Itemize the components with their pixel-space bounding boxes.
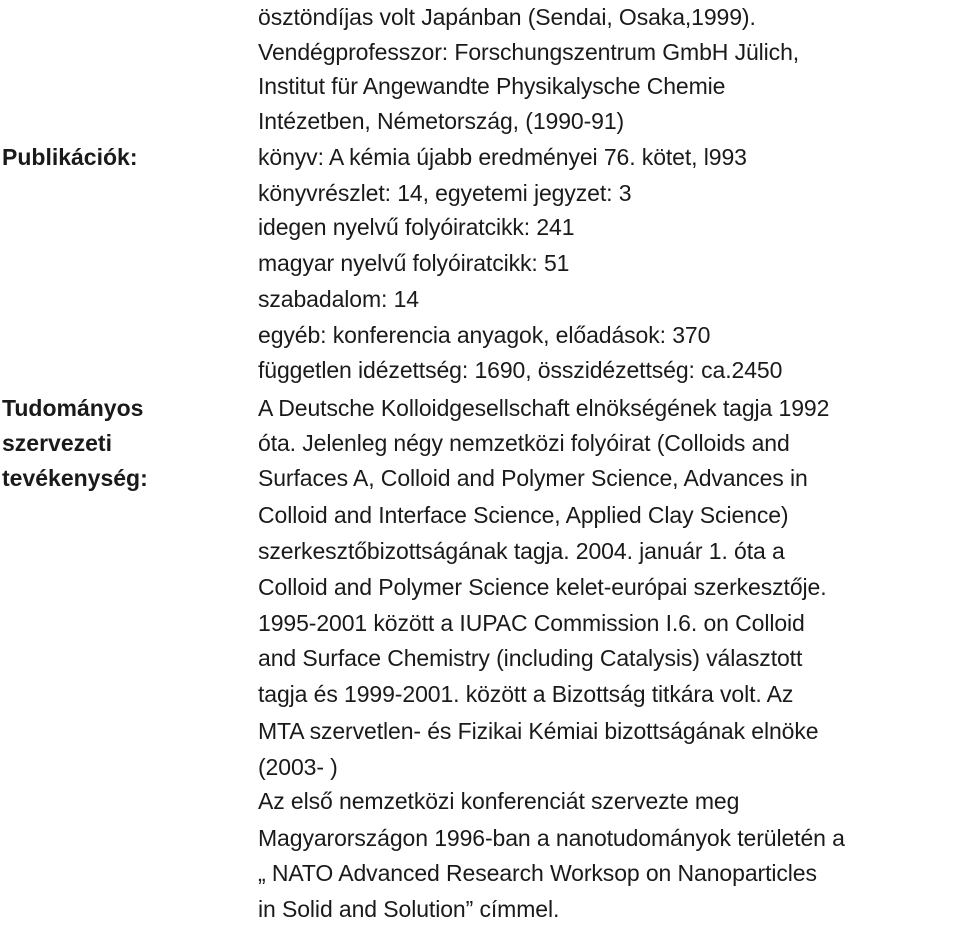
- activity-label: tevékenység:: [2, 465, 148, 491]
- publications-label: Publikációk:: [2, 144, 138, 170]
- activity-label: Tudományos: [2, 395, 144, 421]
- continuation-line: Institut für Angewandte Physikalysche Chemie: [258, 73, 726, 99]
- activity-line: in Solid and Solution” címmel.: [258, 896, 560, 922]
- activity-line: Magyarországon 1996-ban a nanotudományok területén a: [258, 825, 845, 851]
- publications-line: független idézettség: 1690, összidézettség: ca.2450: [258, 357, 783, 383]
- continuation-line: Vendégprofesszor: Forschungszentrum GmbH Jülich,: [258, 39, 800, 65]
- activity-line: „ NATO Advanced Research Worksop on Nanoparticles: [258, 860, 817, 886]
- activity-line: MTA szervetlen- és Fizikai Kémiai bizottságának elnöke: [258, 718, 819, 744]
- publications-line: szabadalom: 14: [258, 286, 419, 312]
- continuation-line: Intézetben, Németország, (1990-91): [258, 108, 625, 134]
- activity-label: szervezeti: [2, 430, 112, 456]
- activity-line: Colloid and Interface Science, Applied Clay Science): [258, 502, 789, 528]
- publications-line: magyar nyelvű folyóiratcikk: 51: [258, 250, 570, 276]
- continuation-line: ösztöndíjas volt Japánban (Sendai, Osaka,1999).: [258, 4, 756, 30]
- activity-line: (2003- ): [258, 754, 338, 780]
- activity-line: Surfaces A, Colloid and Polymer Science, Advances in: [258, 465, 808, 491]
- publications-line: egyéb: konferencia anyagok, előadások: 370: [258, 322, 711, 348]
- publications-line: idegen nyelvű folyóiratcikk: 241: [258, 214, 575, 240]
- activity-line: 1995-2001 között a IUPAC Commission I.6. on Colloid: [258, 610, 805, 636]
- activity-line: szerkesztőbizottságának tagja. 2004. január 1. óta a: [258, 538, 785, 564]
- activity-line: and Surface Chemistry (including Catalysis) választott: [258, 645, 803, 671]
- publications-line: könyv: A kémia újabb eredményei 76. kötet, l993: [258, 144, 747, 170]
- activity-line: A Deutsche Kolloidgesellschaft elnökségének tagja 1992: [258, 395, 830, 421]
- publications-line: könyvrészlet: 14, egyetemi jegyzet: 3: [258, 180, 632, 206]
- activity-line: Colloid and Polymer Science kelet-európai szerkesztője.: [258, 574, 827, 600]
- activity-line: Az első nemzetközi konferenciát szervezte meg: [258, 788, 740, 814]
- activity-line: óta. Jelenleg négy nemzetközi folyóirat (Colloids and: [258, 430, 790, 456]
- activity-line: tagja és 1999-2001. között a Bizottság titkára volt. Az: [258, 681, 794, 707]
